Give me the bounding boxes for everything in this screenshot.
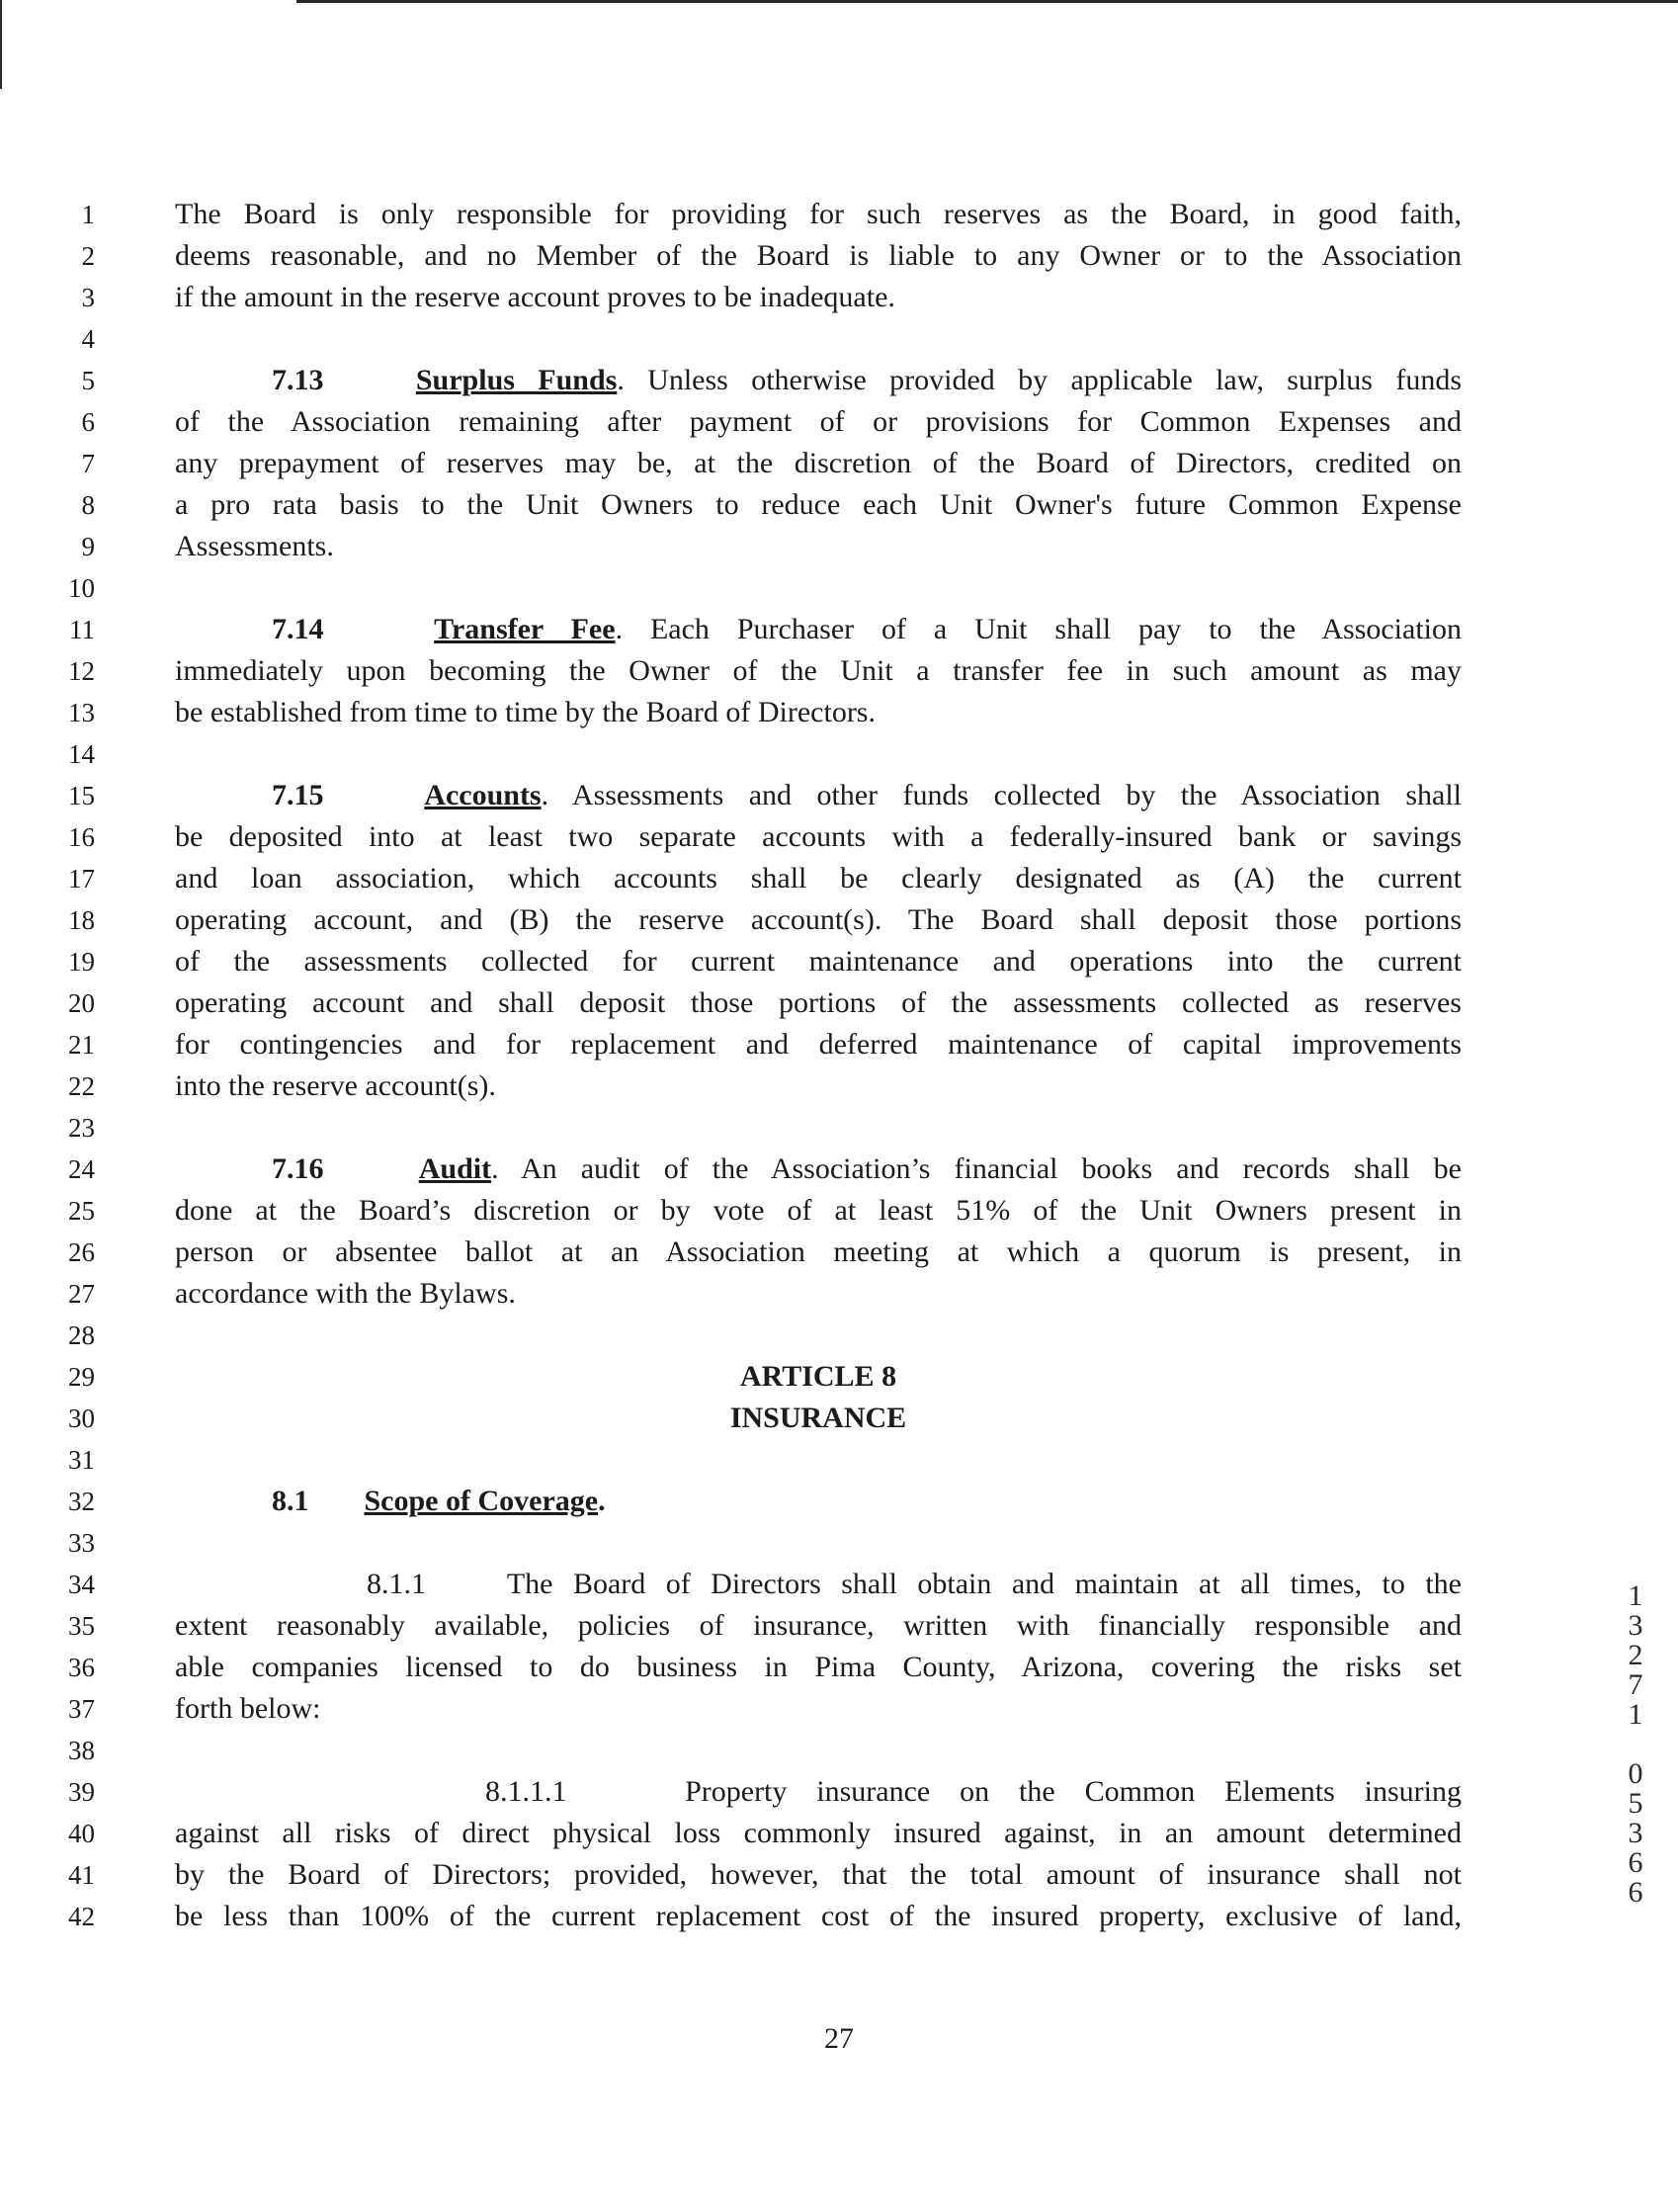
- line-number: 21: [68, 1030, 95, 1060]
- top-scan-rule: [296, 0, 1678, 3]
- text-line: The Board is only responsible for providing for such reserves as the Board, in good faith,: [175, 198, 1462, 230]
- text-line: forth below:: [175, 1692, 321, 1725]
- text-line: if the amount in the reserve account proves to be inadequate.: [175, 281, 895, 313]
- page-number: 27: [824, 2022, 854, 2055]
- line-number: 24: [68, 1154, 95, 1184]
- line-number: 41: [68, 1860, 95, 1890]
- section-first-line: [367, 1570, 1462, 1599]
- line-number: 27: [68, 1279, 95, 1309]
- line-number: 18: [68, 905, 95, 935]
- line-number: 38: [68, 1736, 95, 1765]
- text-line: operating account and shall deposit those portions of the assessments collected as reserves: [175, 986, 1462, 1019]
- line-number: 13: [68, 698, 95, 727]
- text-line: against all risks of direct physical loss commonly insured against, in an amount determined: [175, 1817, 1462, 1849]
- line-number: 17: [68, 864, 95, 893]
- text-line: extent reasonably available, policies of insurance, written with financially responsible and: [175, 1609, 1462, 1642]
- line-number: 14: [68, 739, 95, 769]
- section-text: . Unless otherwise provided by applicable law, surplus funds: [617, 364, 1462, 396]
- section-text: The Board of Directors shall obtain and maintain at all times, to the: [506, 1568, 1462, 1600]
- section-number: 7.15: [272, 779, 324, 811]
- line-number: 9: [81, 532, 95, 561]
- section-heading: Audit: [418, 1152, 492, 1185]
- section-text: . Assessments and other funds collected by the Association shall: [541, 779, 1462, 811]
- line-number: 5: [81, 366, 95, 395]
- text-line: accordance with the Bylaws.: [175, 1277, 516, 1310]
- section-number: 8.1.1: [367, 1568, 426, 1600]
- line-number: 30: [68, 1404, 95, 1433]
- line-number: 40: [68, 1819, 95, 1848]
- text-line: done at the Board’s discretion or by vote of at least 51% of the Unit Owners present in: [175, 1194, 1462, 1227]
- line-number: 6: [81, 407, 95, 437]
- line-number: 22: [68, 1071, 95, 1101]
- section-heading: Transfer Fee: [434, 613, 616, 645]
- article-title: INSURANCE: [729, 1402, 907, 1434]
- text-line: operating account, and (B) the reserve account(s). The Board shall deposit those portions: [175, 903, 1462, 936]
- section-number: 8.1.1.1: [485, 1775, 567, 1808]
- line-number: 19: [68, 947, 95, 977]
- section-number: 8.1: [272, 1485, 309, 1517]
- text-line: Assessments.: [175, 530, 334, 562]
- left-scan-rule: [0, 0, 2, 89]
- line-number: 37: [68, 1694, 95, 1724]
- line-number: 35: [68, 1611, 95, 1641]
- line-number: 28: [68, 1320, 95, 1350]
- text-line: by the Board of Directors; provided, however, that the total amount of insurance shall not: [175, 1858, 1462, 1891]
- line-number: 29: [68, 1362, 95, 1392]
- text-line: immediately upon becoming the Owner of the Unit a transfer fee in such amount as may: [175, 654, 1462, 687]
- line-number: 7: [81, 449, 95, 478]
- line-number: 10: [68, 573, 95, 603]
- line-number: 34: [68, 1570, 95, 1599]
- line-number: 16: [68, 822, 95, 852]
- line-number: 12: [68, 656, 95, 686]
- line-number: 8: [81, 490, 95, 520]
- line-number: 23: [68, 1113, 95, 1143]
- line-number: 31: [68, 1445, 95, 1475]
- line-number: 36: [68, 1653, 95, 1682]
- line-number: 4: [81, 324, 95, 354]
- section-first-line: [272, 1154, 1462, 1184]
- text-line: of the Association remaining after payment of or provisions for Common Expenses and: [175, 405, 1462, 438]
- section-first-line: [272, 366, 1462, 395]
- section-heading-end: .: [598, 1485, 606, 1517]
- section-heading: Surplus Funds: [415, 364, 618, 396]
- section-heading: Scope of Coverage: [364, 1485, 599, 1517]
- section-number: 7.14: [272, 613, 324, 645]
- line-number: 11: [69, 615, 95, 644]
- section-first-line: [272, 615, 1462, 644]
- line-number: 33: [68, 1528, 95, 1558]
- text-line: person or absentee ballot at an Association meeting at which a quorum is present, in: [175, 1235, 1462, 1268]
- section-text: . An audit of the Association’s financial books and records shall be: [491, 1152, 1462, 1185]
- line-number: 3: [81, 283, 95, 312]
- text-line: be less than 100% of the current replacement cost of the insured property, exclusive of land,: [175, 1900, 1462, 1932]
- line-number: 39: [68, 1777, 95, 1807]
- line-number: 20: [68, 988, 95, 1018]
- section-number: 7.13: [272, 364, 324, 396]
- section-text: Property insurance on the Common Elements insuring: [685, 1775, 1463, 1808]
- text-line: for contingencies and for replacement and deferred maintenance of capital improvements: [175, 1028, 1462, 1061]
- section-text: . Each Purchaser of a Unit shall pay to the Association: [615, 613, 1463, 645]
- text-line: be established from time to time by the Board of Directors.: [175, 696, 876, 728]
- line-number: 26: [68, 1237, 95, 1267]
- text-line: any prepayment of reserves may be, at the discretion of the Board of Directors, credited on: [175, 447, 1462, 479]
- text-line: of the assessments collected for current maintenance and operations into the current: [175, 945, 1462, 978]
- section-heading: Accounts: [424, 779, 542, 811]
- line-number: 32: [68, 1487, 95, 1516]
- line-number: 1: [81, 200, 95, 229]
- line-number: 2: [81, 241, 95, 271]
- section-first-line: [272, 781, 1462, 810]
- section-first-line: [485, 1777, 1462, 1807]
- text-line: deems reasonable, and no Member of the Board is liable to any Owner or to the Association: [175, 239, 1462, 272]
- recording-number: 1 3 2 7 1 0 5 3 6 6: [1628, 1579, 1643, 1909]
- text-line: be deposited into at least two separate accounts with a federally-insured bank or savings: [175, 820, 1462, 853]
- section-number: 7.16: [272, 1152, 324, 1185]
- line-number: 42: [68, 1902, 95, 1931]
- text-line: able companies licensed to do business in Pima County, Arizona, covering the risks set: [175, 1651, 1462, 1683]
- text-line: into the reserve account(s).: [175, 1069, 496, 1102]
- text-line: a pro rata basis to the Unit Owners to reduce each Unit Owner's future Common Expense: [175, 488, 1462, 521]
- article-number: ARTICLE 8: [739, 1360, 897, 1393]
- line-number: 15: [68, 781, 95, 810]
- text-line: and loan association, which accounts shall be clearly designated as (A) the current: [175, 862, 1462, 894]
- section-8-1: [272, 1487, 1462, 1516]
- line-number: 25: [68, 1196, 95, 1226]
